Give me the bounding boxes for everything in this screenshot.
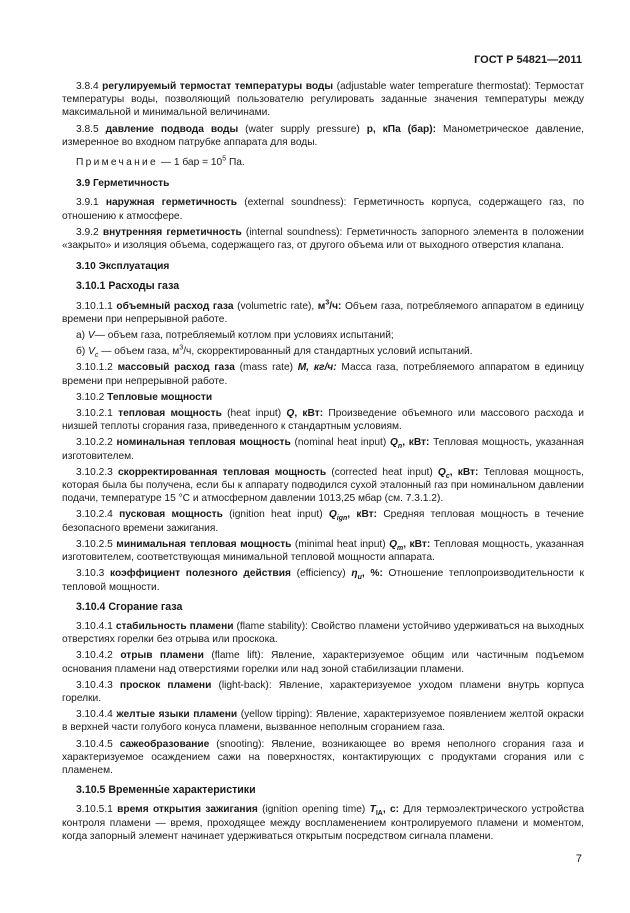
clause-3-10-2-1: 3.10.2.1 тепловая мощность (heat input) Q, кВт: Произведение объемного или массового расхода и низшей теплоты сгорания газа, приведенного к стандартным условиям.: [62, 408, 584, 433]
clause-3-10-1-1: 3.10.1.1 объемный расход газа (volumetric rate), $м^3/ч$: Объем газа, потребляемого аппаратом в единицу времени при непрерывной работе.: [62, 299, 584, 325]
page-number: 7: [575, 853, 582, 865]
clause-3-9-2: 3.9.2 внутренняя герметичность (internal soundness): Герметичность запорного элемента в положении «закрыто» и изоляция объема, содержащего газ, от другого объема или от выходного отверстия клапана.: [62, 226, 584, 252]
clause-3-10-5-1: 3.10.5.1 время открытия зажигания (ignition opening time) $T_{IA}$, с: Для термоэлектрического устройства контроля пламени — время, проходящее между воспламенением контролируемого пламени и моментом, когда запорный элемент начинает удерживаться открытым посредством сигнала пламени.: [62, 804, 584, 842]
section-3-10-title: 3.10 Эксплуатация: [76, 261, 170, 273]
clause-3-10-4-1: 3.10.4.1 стабильность пламени (flame stability): Свойство пламени устойчиво удерживаться на выходных отверстиях горелки без отрыва или проскока.: [62, 620, 584, 646]
document-body: [62, 80, 584, 846]
clause-3-10-2-3: 3.10.2.3 скорректированная тепловая мощность (corrected heat input) $Q_c$, кВт: Тепловая мощность, которая была бы получена, если бы к аппарату подводился сухой эталонный газ при номинальном давлении подачи, температуре 15 °С и атмосферном давлении 1013,25 мбар (см. 7.3.1.2).: [62, 466, 584, 505]
clause-3-8-5: 3.8.5 давление подвода воды (water supply pressure) p, кПа (бар): Манометрическое давление, измеренное во входном патрубке аппарата для воды.: [62, 123, 584, 148]
clause-3-10-1-2: 3.10.1.2 массовый расход газа (mass rate) M, кг/ч: Масса газа, потребляемого аппаратом в единицу времени при непрерывной работе.: [62, 362, 584, 387]
clause-3-10-2-2: 3.10.2.2 номинальная тепловая мощность (nominal heat input) $Q_n$, кВт: Тепловая мощность, указанная изготовителем.: [62, 437, 584, 462]
clause-3-10-2-5: 3.10.2.5 минимальная тепловая мощность (minimal heat input) $Q_m$, кВт: Тепловая мощность, указанная изготовителем, соответствующая минимальной тепловой мощности аппарата.: [62, 538, 584, 564]
clause-3-10-4-3: 3.10.4.3 проскок пламени (light-back): Явление, характеризуемое уходом пламени внутрь корпуса горелки.: [62, 679, 584, 704]
clause-3-8-4: 3.8.4 регулируемый термостат температуры воды (adjustable water temperature thermostat): Термостат температуры воды, позволяющий пользователю регулировать заданные значения температуры между максимальной и минимальной величинами.: [62, 81, 584, 119]
list-item-a: а) V— объем газа, потребляемый котлом при условиях испытаний;: [76, 330, 394, 342]
list-item-b: б) $V_c$ — объем газа, $м^3/ч$, скорректированный для стандартных условий испытаний.: [76, 344, 473, 360]
note: Примечание — 1 бар = $10^5$ Па.: [76, 155, 245, 169]
clause-3-10-3: 3.10.3 коэффициент полезного действия (efficiency) $\eta_u$, %: Отношение теплопроизводительности к тепловой мощности.: [62, 568, 584, 593]
clause-3-10-4-4: 3.10.4.4 желтые языки пламени (yellow tipping): Явление, характеризуемое появлением желтой окраски в верхней части голубого конуса пламени, вызванное неполным сгоранием газа.: [62, 709, 584, 734]
section-3-10-5-title: 3.10.5 Временны́е характеристики: [76, 784, 256, 797]
clause-3-10-2-4: 3.10.2.4 пусковая мощность (ignition heat input) $Q_{ign}$, кВт: Средняя тепловая мощность в течение безопасного времени зажигания.: [62, 509, 584, 534]
clause-3-9-1: 3.9.1 наружная герметичность (external soundness): Герметичность корпуса, содержащего газ, по отношению к атмосфере.: [62, 197, 584, 222]
clause-3-10-4-2: 3.10.4.2 отрыв пламени (flame lift): Явление, характеризуемое общим или частичным подъемом основания пламени над отверстиями горелки или над зоной стабилизации пламени.: [62, 650, 584, 675]
section-3-10-4-title: 3.10.4 Сгорание газа: [76, 600, 183, 613]
section-3-10-1-title: 3.10.1 Расходы газа: [76, 280, 180, 293]
clause-3-10-2: 3.10.2 Тепловые мощности: [76, 391, 213, 403]
clause-3-10-4-5: 3.10.4.5 сажеобразование (snooting): Явление, возникающее во время неполного сгорания газа и характеризуемое осаждением сажи на поверхностях, контактирующих с продуктами сгорания или с пламенем.: [62, 738, 584, 776]
document-header: ГОСТ Р 54821—2011: [474, 54, 582, 66]
section-3-9-title: 3.9 Герметичность: [76, 178, 170, 190]
